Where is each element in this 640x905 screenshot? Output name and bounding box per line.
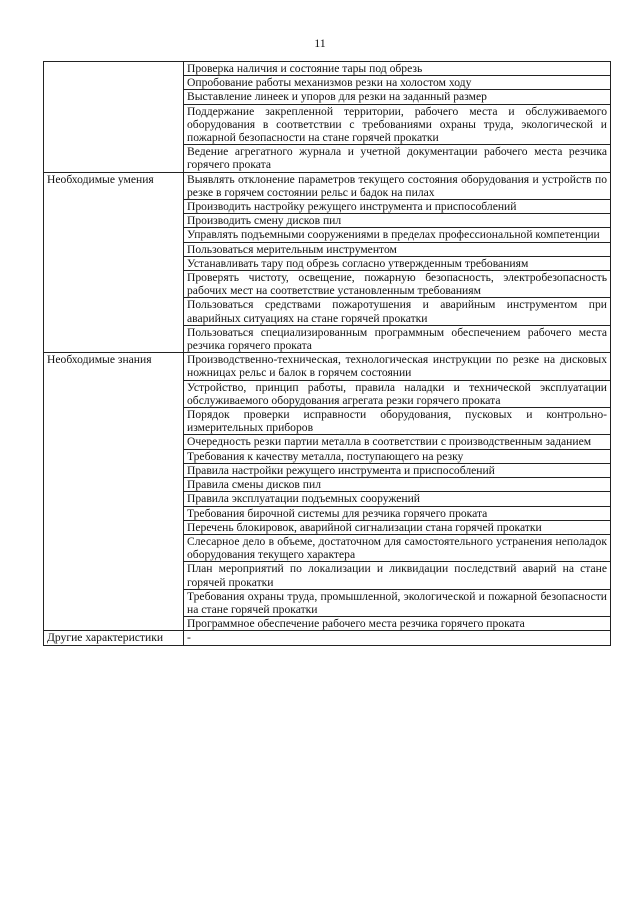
table-cell: Требования к качеству металла, поступающего на резку	[184, 449, 611, 463]
table-cell: Производить настройку режущего инструмента и приспособлений	[184, 200, 611, 214]
table-cell: План мероприятий по локализации и ликвидации последствий аварий на стане горячей прокатки	[184, 562, 611, 589]
table-row	[44, 62, 611, 76]
table-cell: Ведение агрегатного журнала и учетной документации рабочего места резчика горячего проката	[184, 145, 611, 172]
table-cell: Перечень блокировок, аварийной сигнализации стана горячей прокатки	[184, 520, 611, 534]
table-row	[44, 353, 611, 380]
table-cell: Пользоваться мерительным инструментом	[184, 242, 611, 256]
page-number: 11	[314, 36, 326, 50]
table-cell: Проверять чистоту, освещение, пожарную безопасность, электробезопасность рабочих мест на соответствие установленным требованиям	[184, 271, 611, 298]
table-cell: Слесарное дело в объеме, достаточном для самостоятельного устранения неполадок оборудования текущего характера	[184, 534, 611, 561]
table-cell: Проверка наличия и состояние тары под обрезь	[184, 62, 611, 76]
section-label: Другие характеристики	[44, 631, 184, 645]
table-cell: Пользоваться специализированным программным обеспечением рабочего места резчика горячего проката	[184, 325, 611, 352]
table-cell: Производственно-техническая, технологическая инструкции по резке на дисковых ножницах рельс и балок в горячем состоянии	[184, 353, 611, 380]
table-cell: Производить смену дисков пил	[184, 214, 611, 228]
table-row	[44, 631, 611, 645]
table-cell: Выявлять отклонение параметров текущего состояния оборудования и устройств по резке в горячем состоянии рельс и бадок на пилах	[184, 172, 611, 199]
competency-table	[43, 61, 611, 646]
table-cell: Правила смены дисков пил	[184, 478, 611, 492]
table-cell: Порядок проверки исправности оборудования, пусковых и контрольно-измерительных приборов	[184, 408, 611, 435]
table-cell: Очередность резки партии металла в соответствии с производственным заданием	[184, 435, 611, 449]
table-cell: Требования охраны труда, промышленной, экологической и пожарной безопасности на стане горячей прокатки	[184, 589, 611, 616]
table-cell: Программное обеспечение рабочего места резчика горячего проката	[184, 617, 611, 631]
table-cell: Поддержание закрепленной территории, рабочего места и обслуживаемого оборудования в соответствии с требованиями охраны труда, экологической и пожарной безопасности на стане горячей прокатки	[184, 104, 611, 145]
section-label: Необходимые знания	[44, 353, 184, 631]
table-cell: Выставление линеек и упоров для резки на заданный размер	[184, 90, 611, 104]
section-label	[44, 62, 184, 173]
table-row	[44, 172, 611, 199]
table-cell: Опробование работы механизмов резки на холостом ходу	[184, 76, 611, 90]
table-cell: Пользоваться средствами пожаротушения и аварийным инструментом при аварийных ситуациях на стане горячей прокатки	[184, 298, 611, 325]
table-cell: Правила эксплуатации подъемных сооружений	[184, 492, 611, 506]
table-cell: Управлять подъемными сооружениями в пределах профессиональной компетенции	[184, 228, 611, 242]
table-cell: -	[184, 631, 611, 645]
competency-table-body	[44, 62, 611, 646]
table-cell: Требования бирочной системы для резчика горячего проката	[184, 506, 611, 520]
table-cell: Правила настройки режущего инструмента и приспособлений	[184, 463, 611, 477]
section-label: Необходимые умения	[44, 172, 184, 353]
table-cell: Устанавливать тару под обрезь согласно утвержденным требованиям	[184, 256, 611, 270]
table-cell: Устройство, принцип работы, правила наладки и технической эксплуатации обслуживаемого оборудования агрегата резки горячего проката	[184, 380, 611, 407]
